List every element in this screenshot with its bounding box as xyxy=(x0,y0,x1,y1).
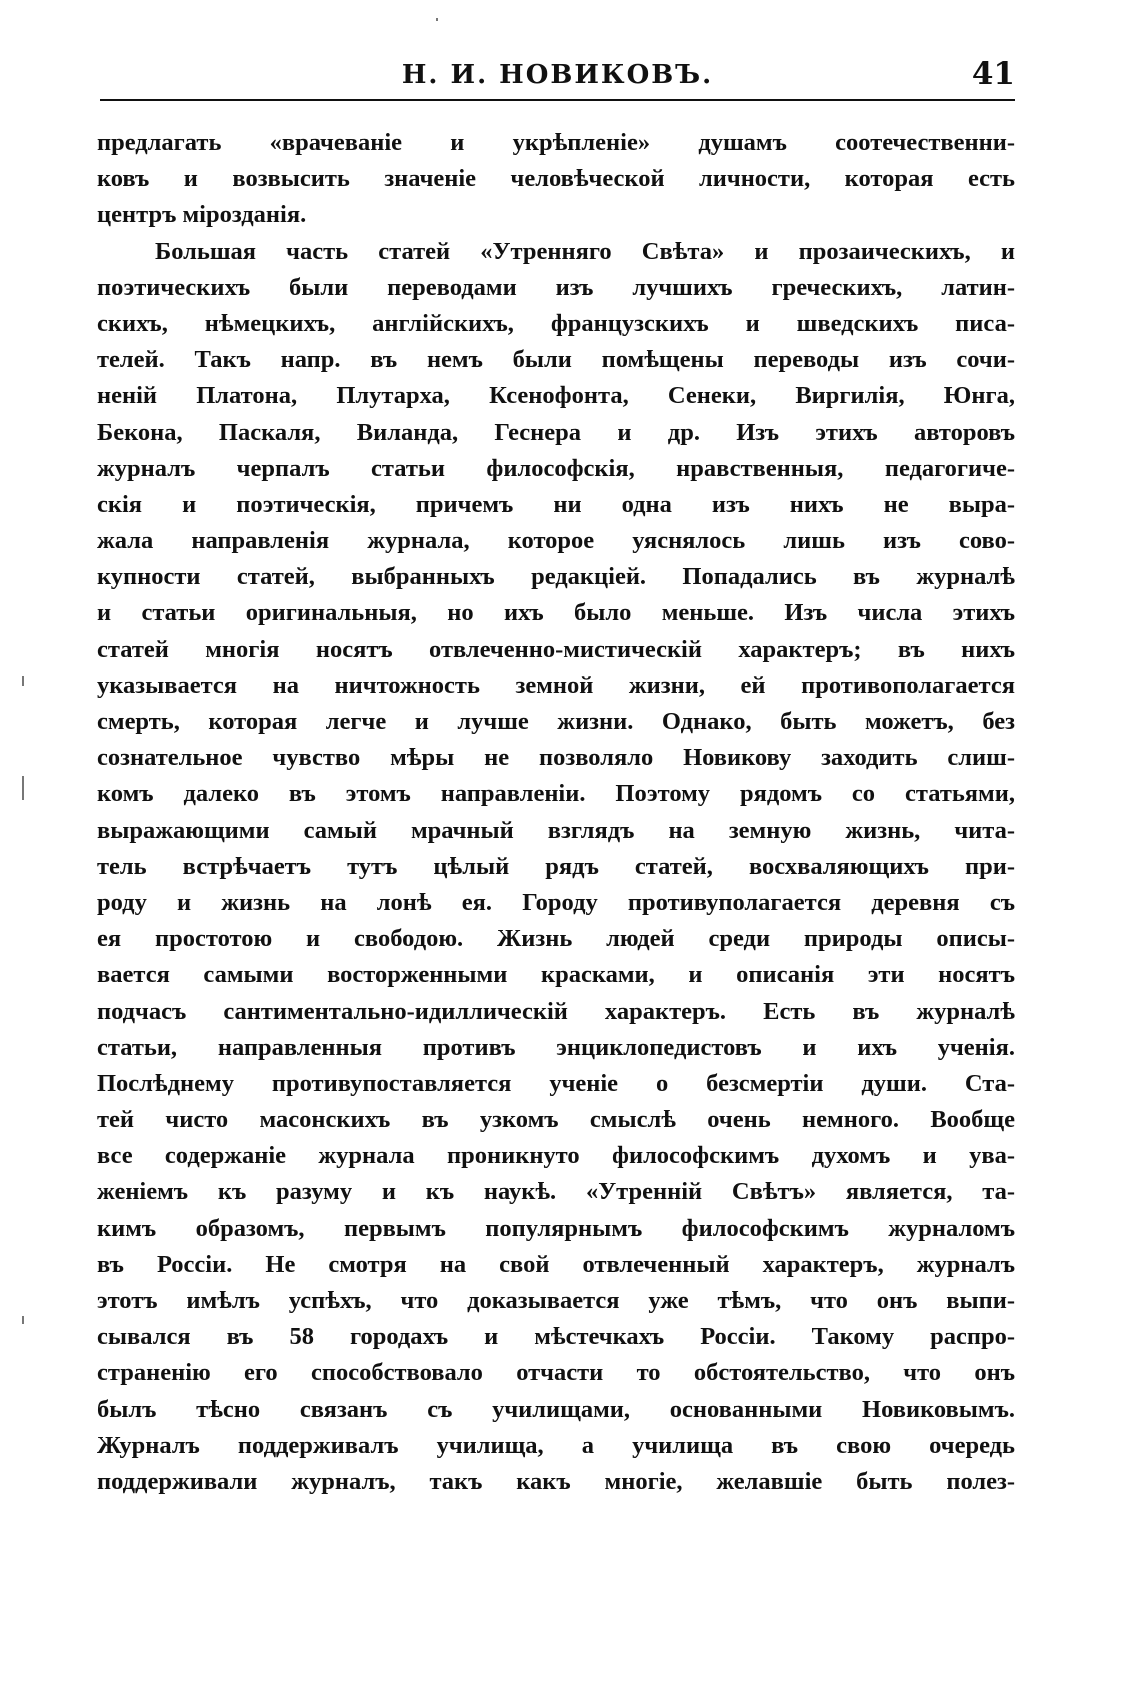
text-line: и статьи оригинальныя, но ихъ было меньше. Изъ числа этихъ xyxy=(97,599,1015,627)
text-line: статьи, направленныя противъ энциклопедистовъ и ихъ ученія. xyxy=(97,1033,1015,1061)
text-line: телей. Такъ напр. въ немъ были помѣщены переводы изъ сочи- xyxy=(97,346,1015,374)
text-line: журналъ черпалъ статьи философскія, нравственныя, педагогиче- xyxy=(97,454,1015,482)
text-line: ея простотою и свободою. Жизнь людей среди природы описы- xyxy=(97,925,1015,953)
text-line: ковъ и возвысить значеніе человѣческой личности, которая есть xyxy=(97,165,1015,193)
running-title: Н. И. НОВИКОВЪ. xyxy=(401,60,714,90)
text-line: выражающими самый мрачный взглядъ на земную жизнь, чита- xyxy=(97,816,1015,844)
text-line: тей чисто масонскихъ въ узкомъ смыслѣ очень немного. Вообще xyxy=(97,1106,1015,1134)
text-line: былъ тѣсно связанъ съ училищами, основанными Новиковымъ. xyxy=(97,1395,1015,1423)
body-text xyxy=(97,125,1015,1500)
text-line: смерть, которая легче и лучше жизни. Однако, быть можетъ, без xyxy=(97,708,1015,735)
text-line: Бекона, Паскаля, Виланда, Геснера и др. Изъ этихъ авторовъ xyxy=(97,418,1015,446)
text-line: комъ далеко въ этомъ направленіи. Поэтому рядомъ со статьями, xyxy=(97,780,1015,808)
text-line: жала направленія журнала, которое уяснялось лишь изъ сово- xyxy=(97,527,1015,555)
text-line: скихъ, нѣмецкихъ, англійскихъ, французскихъ и шведскихъ писа- xyxy=(97,309,1015,337)
text-line: вается самыми восторженными красками, и описанія эти носятъ xyxy=(97,961,1015,989)
text-line: сознательное чувство мѣры не позволяло Новикову заходить слиш- xyxy=(97,744,1015,772)
scan-mark xyxy=(436,18,438,21)
text-line: поэтическихъ были переводами изъ лучшихъ греческихъ, латин- xyxy=(97,273,1015,301)
scan-mark xyxy=(22,676,24,686)
text-line: предлагать «врачеваніе и укрѣпленіе» душамъ соотечественни- xyxy=(97,129,1015,156)
text-line: Послѣднему противупоставляется ученіе о безсмертіи души. Ста- xyxy=(97,1069,1015,1097)
text-line: Журналъ поддерживалъ училища, а училища въ свою очередь xyxy=(97,1431,1015,1459)
text-line: статей многія носятъ отвлеченно-мистическій характеръ; въ нихъ xyxy=(97,635,1015,663)
page-number: 41 xyxy=(971,56,1015,92)
text-line: роду и жизнь на лонѣ ея. Городу противуполагается деревня съ xyxy=(97,888,1015,916)
scan-mark xyxy=(22,776,24,800)
text-line: страненію его способствовало отчасти то обстоятельство, что онъ xyxy=(97,1359,1015,1387)
text-line: этотъ имѣлъ успѣхъ, что доказывается уже тѣмъ, что онъ выпи- xyxy=(97,1287,1015,1314)
text-line: сывался въ 58 городахъ и мѣстечкахъ Россіи. Такому распро- xyxy=(97,1323,1015,1351)
text-line: центръ мірозданія. xyxy=(97,201,307,229)
page-header xyxy=(100,52,1015,102)
header-rule xyxy=(100,99,1015,101)
text-line: поддерживали журналъ, такъ какъ многіе, желавшіе быть полез- xyxy=(97,1467,1015,1495)
text-line: женіемъ къ разуму и къ наукѣ. «Утренній Свѣтъ» является, та- xyxy=(97,1178,1015,1206)
text-line: подчасъ сантиментально-идиллическій характеръ. Есть въ журналѣ xyxy=(97,997,1015,1025)
text-line: все содержаніе журнала проникнуто философскимъ духомъ и ува- xyxy=(97,1142,1015,1170)
text-line: кимъ образомъ, первымъ популярнымъ философскимъ журналомъ xyxy=(97,1214,1015,1242)
text-line: скія и поэтическія, причемъ ни одна изъ нихъ не выра- xyxy=(97,490,1015,518)
text-line: указывается на ничтожность земной жизни, ей противополагается xyxy=(97,671,1015,699)
text-line: купности статей, выбранныхъ редакціей. Попадались въ журналѣ xyxy=(97,563,1015,591)
scan-mark xyxy=(22,1316,24,1324)
text-line: въ Россіи. Не смотря на свой отвлеченный характеръ, журналъ xyxy=(97,1250,1015,1278)
text-line: неній Платона, Плутарха, Ксенофонта, Сенеки, Виргилія, Юнга, xyxy=(97,382,1015,410)
text-line: Большая часть статей «Утренняго Свѣта» и прозаическихъ, и xyxy=(155,237,1015,265)
text-line: тель встрѣчаетъ тутъ цѣлый рядъ статей, восхваляющихъ при- xyxy=(97,852,1015,880)
